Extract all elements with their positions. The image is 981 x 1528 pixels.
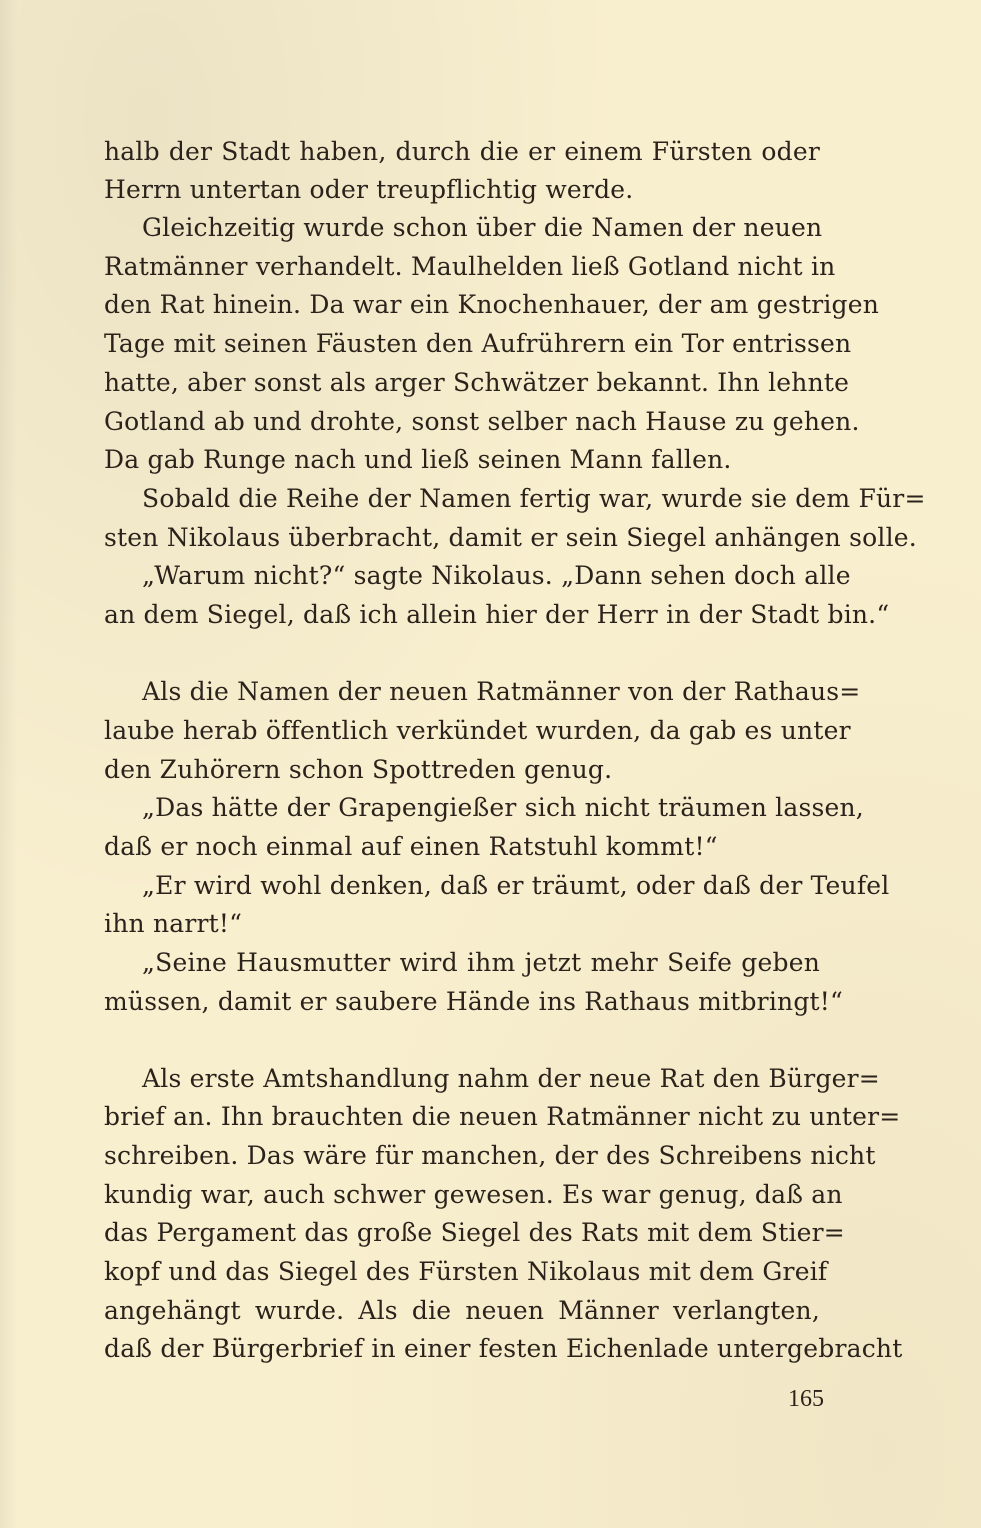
text-line: Ratmänner verhandelt. Maulhelden ließ Gotland nicht in xyxy=(104,252,836,281)
text-line: daß er noch einmal auf einen Ratstuhl kommt!“ xyxy=(104,832,718,861)
text-line: Als die Namen der neuen Ratmänner von der Rathaus= xyxy=(142,677,861,706)
text-line: Sobald die Reihe der Namen fertig war, wurde sie dem Für= xyxy=(142,484,926,513)
text-line: müssen, damit er saubere Hände ins Rathaus mitbringt!“ xyxy=(104,987,844,1016)
text-line: den Zuhörern schon Spottreden genug. xyxy=(104,755,613,784)
text-line: das Pergament das große Siegel des Rats mit dem Stier= xyxy=(104,1218,845,1247)
text-line: hatte, aber sonst als arger Schwätzer bekannt. Ihn lehnte xyxy=(104,368,850,397)
text-line: angehängt wurde. Als die neuen Männer verlangten, xyxy=(104,1296,820,1325)
text-line: daß der Bürgerbrief in einer festen Eichenlade untergebracht xyxy=(104,1334,903,1363)
text-line: Herrn untertan oder treupflichtig werde. xyxy=(104,175,634,204)
text-line: laube herab öffentlich verkündet wurden, da gab es unter xyxy=(104,716,851,745)
text-line: Tage mit seinen Fäusten den Aufrührern ein Tor entrissen xyxy=(104,329,852,358)
text-line: Gotland ab und drohte, sonst selber nach Hause zu gehen. xyxy=(104,407,860,436)
text-line: „Das hätte der Grapengießer sich nicht träumen lassen, xyxy=(142,793,864,822)
page-number: 165 xyxy=(788,1386,824,1412)
text-line: „Warum nicht?“ sagte Nikolaus. „Dann sehen doch alle xyxy=(142,561,851,590)
text-line: sten Nikolaus überbracht, damit er sein Siegel anhängen solle. xyxy=(104,523,917,552)
text-line: den Rat hinein. Da war ein Knochenhauer, der am gestrigen xyxy=(104,290,880,319)
text-line: kopf und das Siegel des Fürsten Nikolaus mit dem Greif xyxy=(104,1257,828,1286)
text-line: „Seine Hausmutter wird ihm jetzt mehr Seife geben xyxy=(142,948,820,977)
text-line: brief an. Ihn brauchten die neuen Ratmänner nicht zu unter= xyxy=(104,1102,901,1131)
text-line: Als erste Amtshandlung nahm der neue Rat den Bürger= xyxy=(142,1064,880,1093)
text-line: kundig war, auch schwer gewesen. Es war genug, daß an xyxy=(104,1180,843,1209)
text-line: Gleichzeitig wurde schon über die Namen der neuen xyxy=(142,213,823,242)
text-line: Da gab Runge nach und ließ seinen Mann fallen. xyxy=(104,445,732,474)
text-line: „Er wird wohl denken, daß er träumt, oder daß der Teufel xyxy=(142,871,890,900)
text-line: halb der Stadt haben, durch die er einem Fürsten oder xyxy=(104,137,820,166)
text-line: ihn narrt!“ xyxy=(104,909,243,938)
text-line: an dem Siegel, daß ich allein hier der Herr in der Stadt bin.“ xyxy=(104,600,890,629)
text-line: schreiben. Das wäre für manchen, der des Schreibens nicht xyxy=(104,1141,876,1170)
